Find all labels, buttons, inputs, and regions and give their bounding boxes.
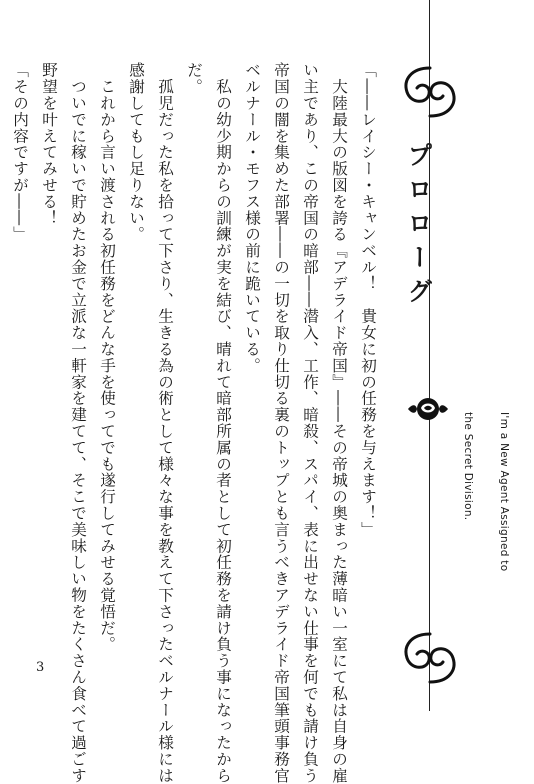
text-line: 「その内容ですが――」 — [11, 62, 29, 243]
body-text — [11, 62, 382, 784]
text-line: い主であり、この帝国の暗部――潜入、工作、暗殺、スパイ、表に出せない仕事を何でも請け負う — [301, 62, 319, 784]
chapter-subtitle — [438, 412, 534, 571]
text-line: 大陸最大の版図を誇る『アデライド帝国』――その帝城の奥まった薄暗い一室にて私は自身の雇 — [330, 62, 348, 784]
text-line: 「――レイシー・キャンベル！ 貴女に初の任務を与えます！」 — [359, 62, 377, 538]
chapter-title: プロローグ — [404, 142, 433, 312]
page-number: 3 — [36, 660, 45, 675]
scroll-flourish-top-icon — [397, 64, 463, 120]
text-line: 感謝してもし足りない。 — [127, 62, 145, 243]
scroll-flourish-bottom-icon — [397, 630, 463, 686]
subtitle-line: I'm a New Agent Assigned to — [498, 412, 510, 572]
text-line: 帝国の闇を集めた部署――の一切を取り仕切る裏のトップとも言うべきアデライド帝国筆頭事務官 — [272, 62, 290, 784]
text-line: ベルナール・モフス様の前に跪いている。 — [243, 62, 261, 374]
text-line — [0, 62, 5, 622]
text-line: これから言い渡される初任務をどんな手を使ってでも遂行してみせる覚悟だ。 — [98, 62, 116, 653]
text-line: だ。 — [185, 62, 203, 95]
text-line: 孤児だった私を拾って下さり、生きる為の術として様々な事を教えて下さったベルナール様には — [156, 62, 174, 784]
text-line: ついでに稼いで貯めたお金で立派な一軒家を建てて、そこで美味しい物をたくさん食べて過ごす — [69, 62, 87, 784]
text-line: 野望を叶えてみせる！ — [40, 62, 58, 226]
subtitle-line: the Secret Division. — [462, 412, 474, 521]
text-line: 私の幼少期からの訓練が実を結び、晴れて暗部所属の者として初任務を請け負う事になったから — [214, 62, 232, 784]
